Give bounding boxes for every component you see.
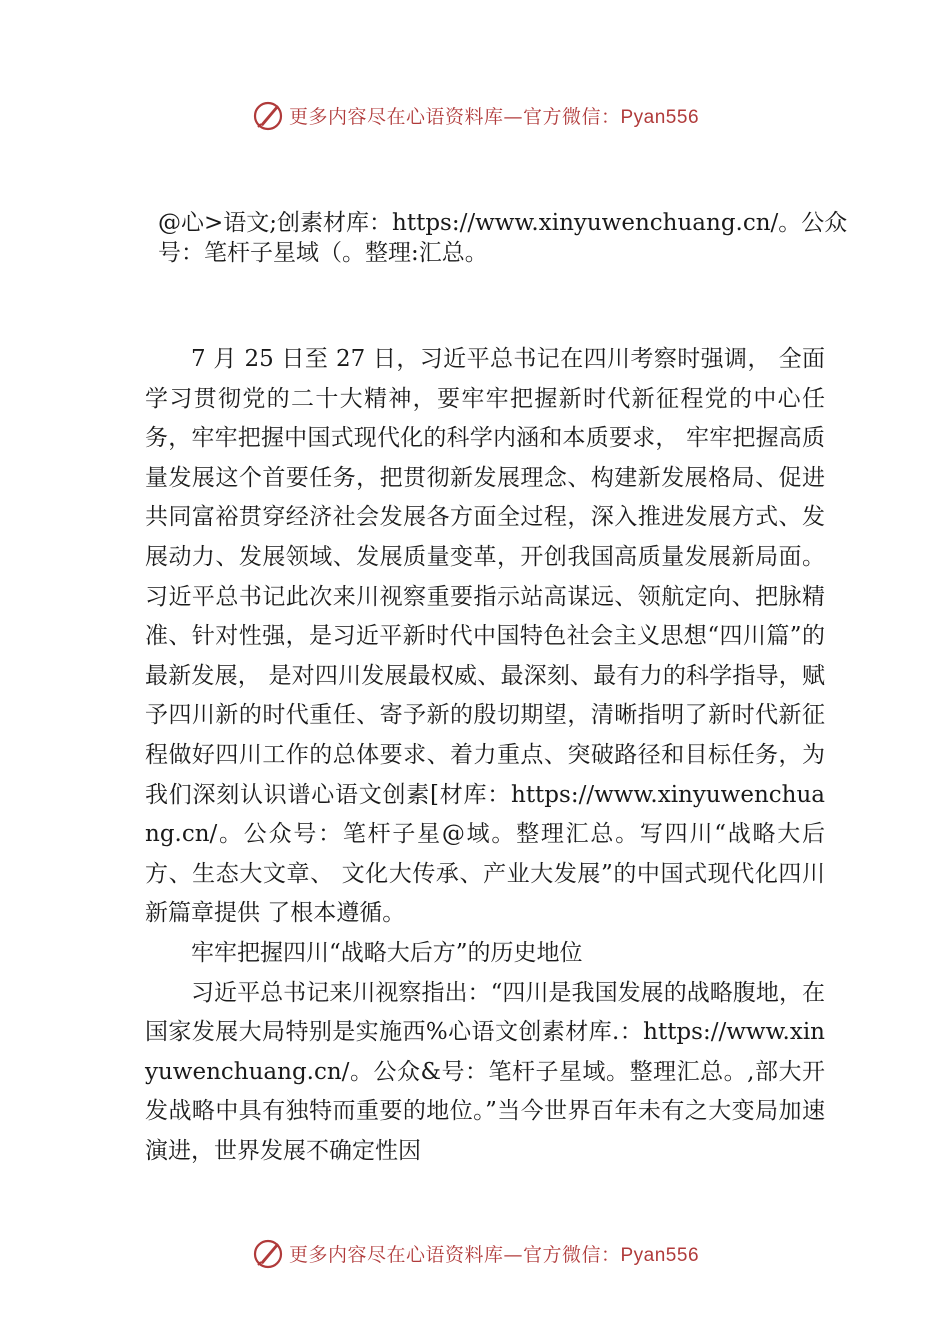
quill-seal-icon — [251, 1236, 285, 1270]
paragraph: 习近平总书记来川视察指出：“四川是我国发展的战略腹地，在国家发展大局特别是实施西%心语文创素材库.：https://www.xinyuwenchuang.cn/。公众&号：笔杆子星域。整理汇总。,部大开发战略中具有独特而重要的地位。”当今世界百年未有之大变局加速演进，世界发展不确定性因 — [145, 979, 825, 1164]
banner-text: 更多内容尽在心语资料库—官方微信：Pyan556 — [288, 105, 700, 128]
header-banner — [0, 95, 950, 135]
source-note: @心>语文;创素材库：https://www.xinyuwenchuang.cn/。公众号：笔杆子星域（。整理:汇总。 — [158, 210, 848, 266]
banner-text: 更多内容尽在心语资料库—官方微信：Pyan556 — [288, 1243, 700, 1266]
article-body — [145, 340, 825, 1171]
quill-seal-icon — [251, 98, 285, 132]
paragraph: 7 月 25 日至 27 日，习近平总书记在四川考察时强调， 全面学习贯彻党的二十大精神，要牢牢把握新时代新征程党的中心任务，牢牢把握中国式现代化的科学内涵和本质要求， 牢牢把握高质量发展这个首要任务，把贯彻新发展理念、构建新发展格局、促进共同富裕贯穿经济社会发展各方面全过程，深入推进发展方式、发展动力、发展领域、发展质量变革，开创我国高质量发展新局面。习近平总书记此次来川视察重要指示站高谋远、领航定向、把脉精准、针对性强，是习近平新时代中国特色社会主义思想“四川篇”的最新发展， 是对四川发展最权威、最深刻、最有力的科学指导，赋予四川新的时代重任、寄予新的殷切期望，清晰指明了新时代新征程做好四川工作的总体要求、着力重点、突破路径和目标任务，为我们深刻认识谱心语文创素[材库：https://www.xinyuwenchuang.cn/。公众号：笔杆子星@域。整理汇总。写四川“战略大后方、生态大文章、 文化大传承、产业大发展”的中国式现代化四川新篇章提供 了根本遵循。 — [145, 346, 825, 927]
section-heading: 牢牢把握四川“战略大后方”的历史地位 — [191, 939, 583, 966]
footer-banner — [0, 1233, 950, 1273]
